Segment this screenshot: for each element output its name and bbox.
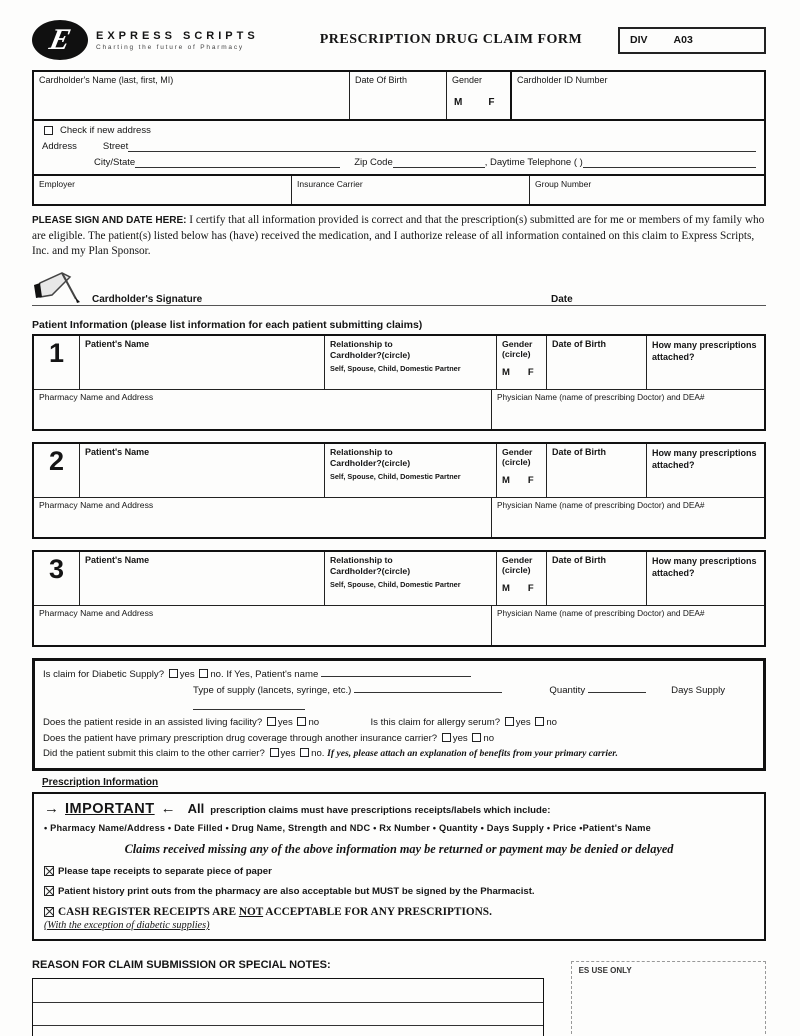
patient-number: 1 xyxy=(34,336,80,389)
patient-block-3 xyxy=(32,550,766,647)
patient-gender-field xyxy=(497,444,547,497)
arrow-right-icon: → xyxy=(44,799,59,817)
relationship-field[interactable] xyxy=(325,444,497,497)
physician-label: Physician Name (name of prescribing Doctor) and DEA# xyxy=(497,499,705,510)
carrier-no-checkbox[interactable] xyxy=(300,748,309,757)
patient-gender-female[interactable]: F xyxy=(527,582,534,594)
yes-label: yes xyxy=(179,668,195,680)
diabetic-exception-note: (With the exception of diabetic supplies) xyxy=(44,919,210,931)
allergy-no-checkbox[interactable] xyxy=(535,717,544,726)
phone-label: , Daytime Telephone ( ) xyxy=(484,157,583,168)
reason-line-1[interactable] xyxy=(33,979,543,1002)
checked-box-icon xyxy=(44,907,54,917)
patient-name-label: Patient's Name xyxy=(85,446,150,457)
other-carrier-question: Did the patient submit this claim to the other carrier? xyxy=(43,748,265,760)
prescription-count-label: How many prescriptions attached? xyxy=(652,339,757,362)
es-use-only-label: ES USE ONLY xyxy=(578,965,632,975)
patient-block-2 xyxy=(32,442,766,539)
important-label: IMPORTANT xyxy=(65,800,155,817)
signature-label: Cardholder's Signature xyxy=(92,293,203,305)
group-number-field[interactable] xyxy=(530,176,764,204)
logo-oval-icon xyxy=(32,20,88,60)
brand-name: EXPRESS SCRIPTS xyxy=(96,29,259,42)
yes-label: yes xyxy=(452,732,468,744)
physician-label: Physician Name (name of prescribing Doctor) and DEA# xyxy=(497,607,705,618)
no-label: no xyxy=(308,717,320,729)
relationship-options: Self, Spouse, Child, Domestic Partner xyxy=(330,472,461,482)
certification-text xyxy=(32,213,766,260)
important-box xyxy=(32,792,766,941)
supply-type-label: Type of supply (lancets, syringe, etc.) xyxy=(193,685,352,697)
relationship-label-2: Cardholder?(circle) xyxy=(330,350,411,361)
dob-label: Date Of Birth xyxy=(355,75,408,85)
physician-field[interactable] xyxy=(492,498,764,537)
cardholder-name-label: Cardholder's Name (last, first, MI) xyxy=(39,75,174,85)
pharmacy-label: Pharmacy Name and Address xyxy=(39,499,154,510)
physician-field[interactable] xyxy=(492,390,764,429)
patient-dob-label: Date of Birth xyxy=(552,338,606,349)
diabetic-patient-name-line[interactable] xyxy=(321,666,471,677)
relationship-label-2: Cardholder?(circle) xyxy=(330,566,411,577)
diabetic-yes-checkbox[interactable] xyxy=(169,669,178,678)
quantity-line[interactable] xyxy=(588,682,646,693)
physician-field[interactable] xyxy=(492,606,764,645)
prescription-count-field[interactable] xyxy=(647,444,764,497)
patient-gender-male[interactable]: M xyxy=(502,474,510,486)
zip-line[interactable] xyxy=(393,157,485,168)
patient-gender-field xyxy=(497,336,547,389)
relationship-field[interactable] xyxy=(325,336,497,389)
pharmacy-field[interactable] xyxy=(34,606,492,645)
eob-note: If yes, please attach an explanation of benefits from your primary carrier. xyxy=(327,748,618,760)
if-yes-label: If Yes, Patient's name xyxy=(226,668,319,680)
no-label: no. xyxy=(210,668,224,680)
form-header xyxy=(32,16,766,64)
patient-number: 3 xyxy=(34,552,80,605)
patient-dob-field[interactable] xyxy=(547,552,647,605)
group-number-label: Group Number xyxy=(535,179,592,189)
diabetic-question: Is claim for Diabetic Supply? xyxy=(43,668,165,680)
employer-label: Employer xyxy=(39,179,75,189)
relationship-label-1: Relationship to xyxy=(330,338,393,349)
yes-label: yes xyxy=(280,748,296,760)
checked-box-icon xyxy=(44,866,54,876)
patient-name-field[interactable] xyxy=(80,336,325,389)
yes-label: yes xyxy=(515,717,531,729)
cardholder-id-label: Cardholder ID Number xyxy=(517,75,608,85)
cardholder-table xyxy=(32,70,766,206)
reason-notes-box xyxy=(32,978,544,1036)
patient-dob-field[interactable] xyxy=(547,444,647,497)
patient-gender-label: Gender xyxy=(502,446,533,457)
quantity-label: Quantity xyxy=(549,685,586,697)
all-word: All xyxy=(187,800,205,816)
reason-line-3[interactable] xyxy=(33,1025,543,1036)
form-title: PRESCRIPTION DRUG CLAIM FORM xyxy=(319,32,583,47)
gender-field xyxy=(447,72,512,119)
insurance-carrier-field[interactable] xyxy=(292,176,530,204)
allergy-serum-question: Is this claim for allergy serum? xyxy=(370,717,501,729)
checked-box-icon xyxy=(44,886,54,896)
div-label: DIV xyxy=(630,34,648,46)
relationship-label-2: Cardholder?(circle) xyxy=(330,458,411,469)
new-address-checkbox[interactable] xyxy=(44,126,53,135)
patient-dob-label: Date of Birth xyxy=(552,446,606,457)
patient-gender-female[interactable]: F xyxy=(527,474,534,486)
div-code-box xyxy=(618,27,766,54)
coverage-no-checkbox[interactable] xyxy=(472,733,481,742)
cardholder-id-field[interactable] xyxy=(512,72,764,119)
diabetic-no-checkbox[interactable] xyxy=(199,669,208,678)
patient-name-field[interactable] xyxy=(80,444,325,497)
prescription-count-label: How many prescriptions attached? xyxy=(652,555,757,578)
patient-gender-circle: (circle) xyxy=(502,348,531,359)
primary-coverage-question: Does the patient have primary prescription drug coverage through another insurance carrier? xyxy=(43,732,438,744)
patient-section-heading: Patient Information (please list information for each patient submitting claims) xyxy=(32,318,423,331)
patient-gender-field xyxy=(497,552,547,605)
assisted-yes-checkbox[interactable] xyxy=(267,717,276,726)
diabetic-supply-box xyxy=(32,658,766,771)
tape-receipts-note: Please tape receipts to separate piece of paper xyxy=(58,865,272,877)
relationship-options: Self, Spouse, Child, Domestic Partner xyxy=(330,580,461,590)
patient-name-label: Patient's Name xyxy=(85,338,150,349)
yes-label: yes xyxy=(277,717,293,729)
patient-dob-field[interactable] xyxy=(547,336,647,389)
prescription-count-field[interactable] xyxy=(647,336,764,389)
address-section xyxy=(34,119,764,174)
date-of-birth-field[interactable] xyxy=(350,72,447,119)
insurance-carrier-label: Insurance Carrier xyxy=(297,179,363,189)
reason-heading: REASON FOR CLAIM SUBMISSION OR SPECIAL NOTES: xyxy=(32,958,331,971)
city-state-line[interactable] xyxy=(135,157,340,168)
patient-gender-label: Gender xyxy=(502,554,533,565)
brand-tagline: Charting the future of Pharmacy xyxy=(96,43,244,51)
relationship-options: Self, Spouse, Child, Domestic Partner xyxy=(330,364,461,374)
div-value: A03 xyxy=(673,34,693,46)
rx-section-heading: Prescription Information xyxy=(42,776,159,788)
days-supply-line[interactable] xyxy=(193,699,305,710)
city-state-label: City/State xyxy=(94,157,136,168)
address-label: Address xyxy=(42,141,77,152)
cash-register-note: CASH REGISTER RECEIPTS ARE NOT ACCEPTABLE FOR ANY PRESCRIPTIONS. xyxy=(58,905,492,918)
phone-line[interactable] xyxy=(583,157,756,168)
relationship-field[interactable] xyxy=(325,552,497,605)
es-use-only-box xyxy=(571,961,766,1036)
express-scripts-logo xyxy=(32,20,284,60)
allergy-yes-checkbox[interactable] xyxy=(505,717,514,726)
gender-female-option[interactable]: F xyxy=(488,97,495,108)
zip-label: Zip Code xyxy=(354,157,393,168)
relationship-label-1: Relationship to xyxy=(330,446,393,457)
signature-row xyxy=(32,262,766,306)
sign-here-heading: PLEASE SIGN AND DATE HERE: xyxy=(32,215,187,226)
patient-dob-label: Date of Birth xyxy=(552,554,606,565)
patient-name-field[interactable] xyxy=(80,552,325,605)
gender-label: Gender xyxy=(452,75,483,85)
patient-name-label: Patient's Name xyxy=(85,554,150,565)
important-text: prescription claims must have prescriptions receipts/labels which include: xyxy=(210,804,551,816)
date-label: Date xyxy=(551,293,573,305)
pharmacy-field[interactable] xyxy=(34,498,492,537)
patient-gender-male[interactable]: M xyxy=(502,366,510,378)
patient-number: 2 xyxy=(34,444,80,497)
patient-gender-circle: (circle) xyxy=(502,456,531,467)
no-label: no. xyxy=(311,748,325,760)
street-label: Street xyxy=(102,141,129,152)
receipt-requirements-list: • Pharmacy Name/Address • Date Filled • Drug Name, Strength and NDC • Rx Number • Quantity • Days Supply • Price •Patient's Name xyxy=(44,822,651,833)
relationship-label-1: Relationship to xyxy=(330,554,393,565)
cardholder-name-field[interactable] xyxy=(34,72,350,119)
prescription-count-field[interactable] xyxy=(647,552,764,605)
writing-hand-icon xyxy=(32,269,86,305)
arrow-left-icon: ← xyxy=(160,799,176,817)
physician-label: Physician Name (name of prescribing Doctor) and DEA# xyxy=(497,391,705,402)
no-label: no xyxy=(546,717,557,729)
logo-letter: E xyxy=(46,23,74,56)
gender-male-option[interactable]: M xyxy=(454,97,463,108)
street-line[interactable] xyxy=(128,141,756,152)
patient-block-1 xyxy=(32,334,766,431)
reason-line-2[interactable] xyxy=(33,1002,543,1025)
patient-gender-label: Gender xyxy=(502,338,533,349)
patient-history-note: Patient history print outs from the pharmacy are also acceptable but MUST be signed by the Pharmacist. xyxy=(58,885,535,897)
pharmacy-field[interactable] xyxy=(34,390,492,429)
certification-body: I certify that all information provided is correct and that the prescription(s) submitted are for me or members of my family who are eligible. The patient(s) listed below has (have) received the medication, and I authorize release of all information contained on this claim to Express Scripts, Inc. and my Plan Sponsor. xyxy=(32,214,765,258)
assisted-no-checkbox[interactable] xyxy=(297,717,306,726)
pharmacy-label: Pharmacy Name and Address xyxy=(39,607,154,618)
carrier-yes-checkbox[interactable] xyxy=(270,748,279,757)
patient-gender-female[interactable]: F xyxy=(527,366,534,378)
patient-gender-circle: (circle) xyxy=(502,564,531,575)
new-address-label: Check if new address xyxy=(60,125,151,136)
days-supply-label: Days Supply xyxy=(671,685,725,697)
patient-gender-male[interactable]: M xyxy=(502,582,510,594)
employer-field[interactable] xyxy=(34,176,292,204)
no-label: no xyxy=(483,732,495,744)
supply-type-line[interactable] xyxy=(354,682,502,693)
coverage-yes-checkbox[interactable] xyxy=(442,733,451,742)
prescription-count-label: How many prescriptions attached? xyxy=(652,447,757,470)
claims-warning: Claims received missing any of the above information may be returned or payment may be denied or delayed xyxy=(124,841,674,856)
bottom-section xyxy=(32,959,766,1036)
assisted-living-question: Does the patient reside in an assisted living facility? xyxy=(43,717,263,729)
pharmacy-label: Pharmacy Name and Address xyxy=(39,391,154,402)
